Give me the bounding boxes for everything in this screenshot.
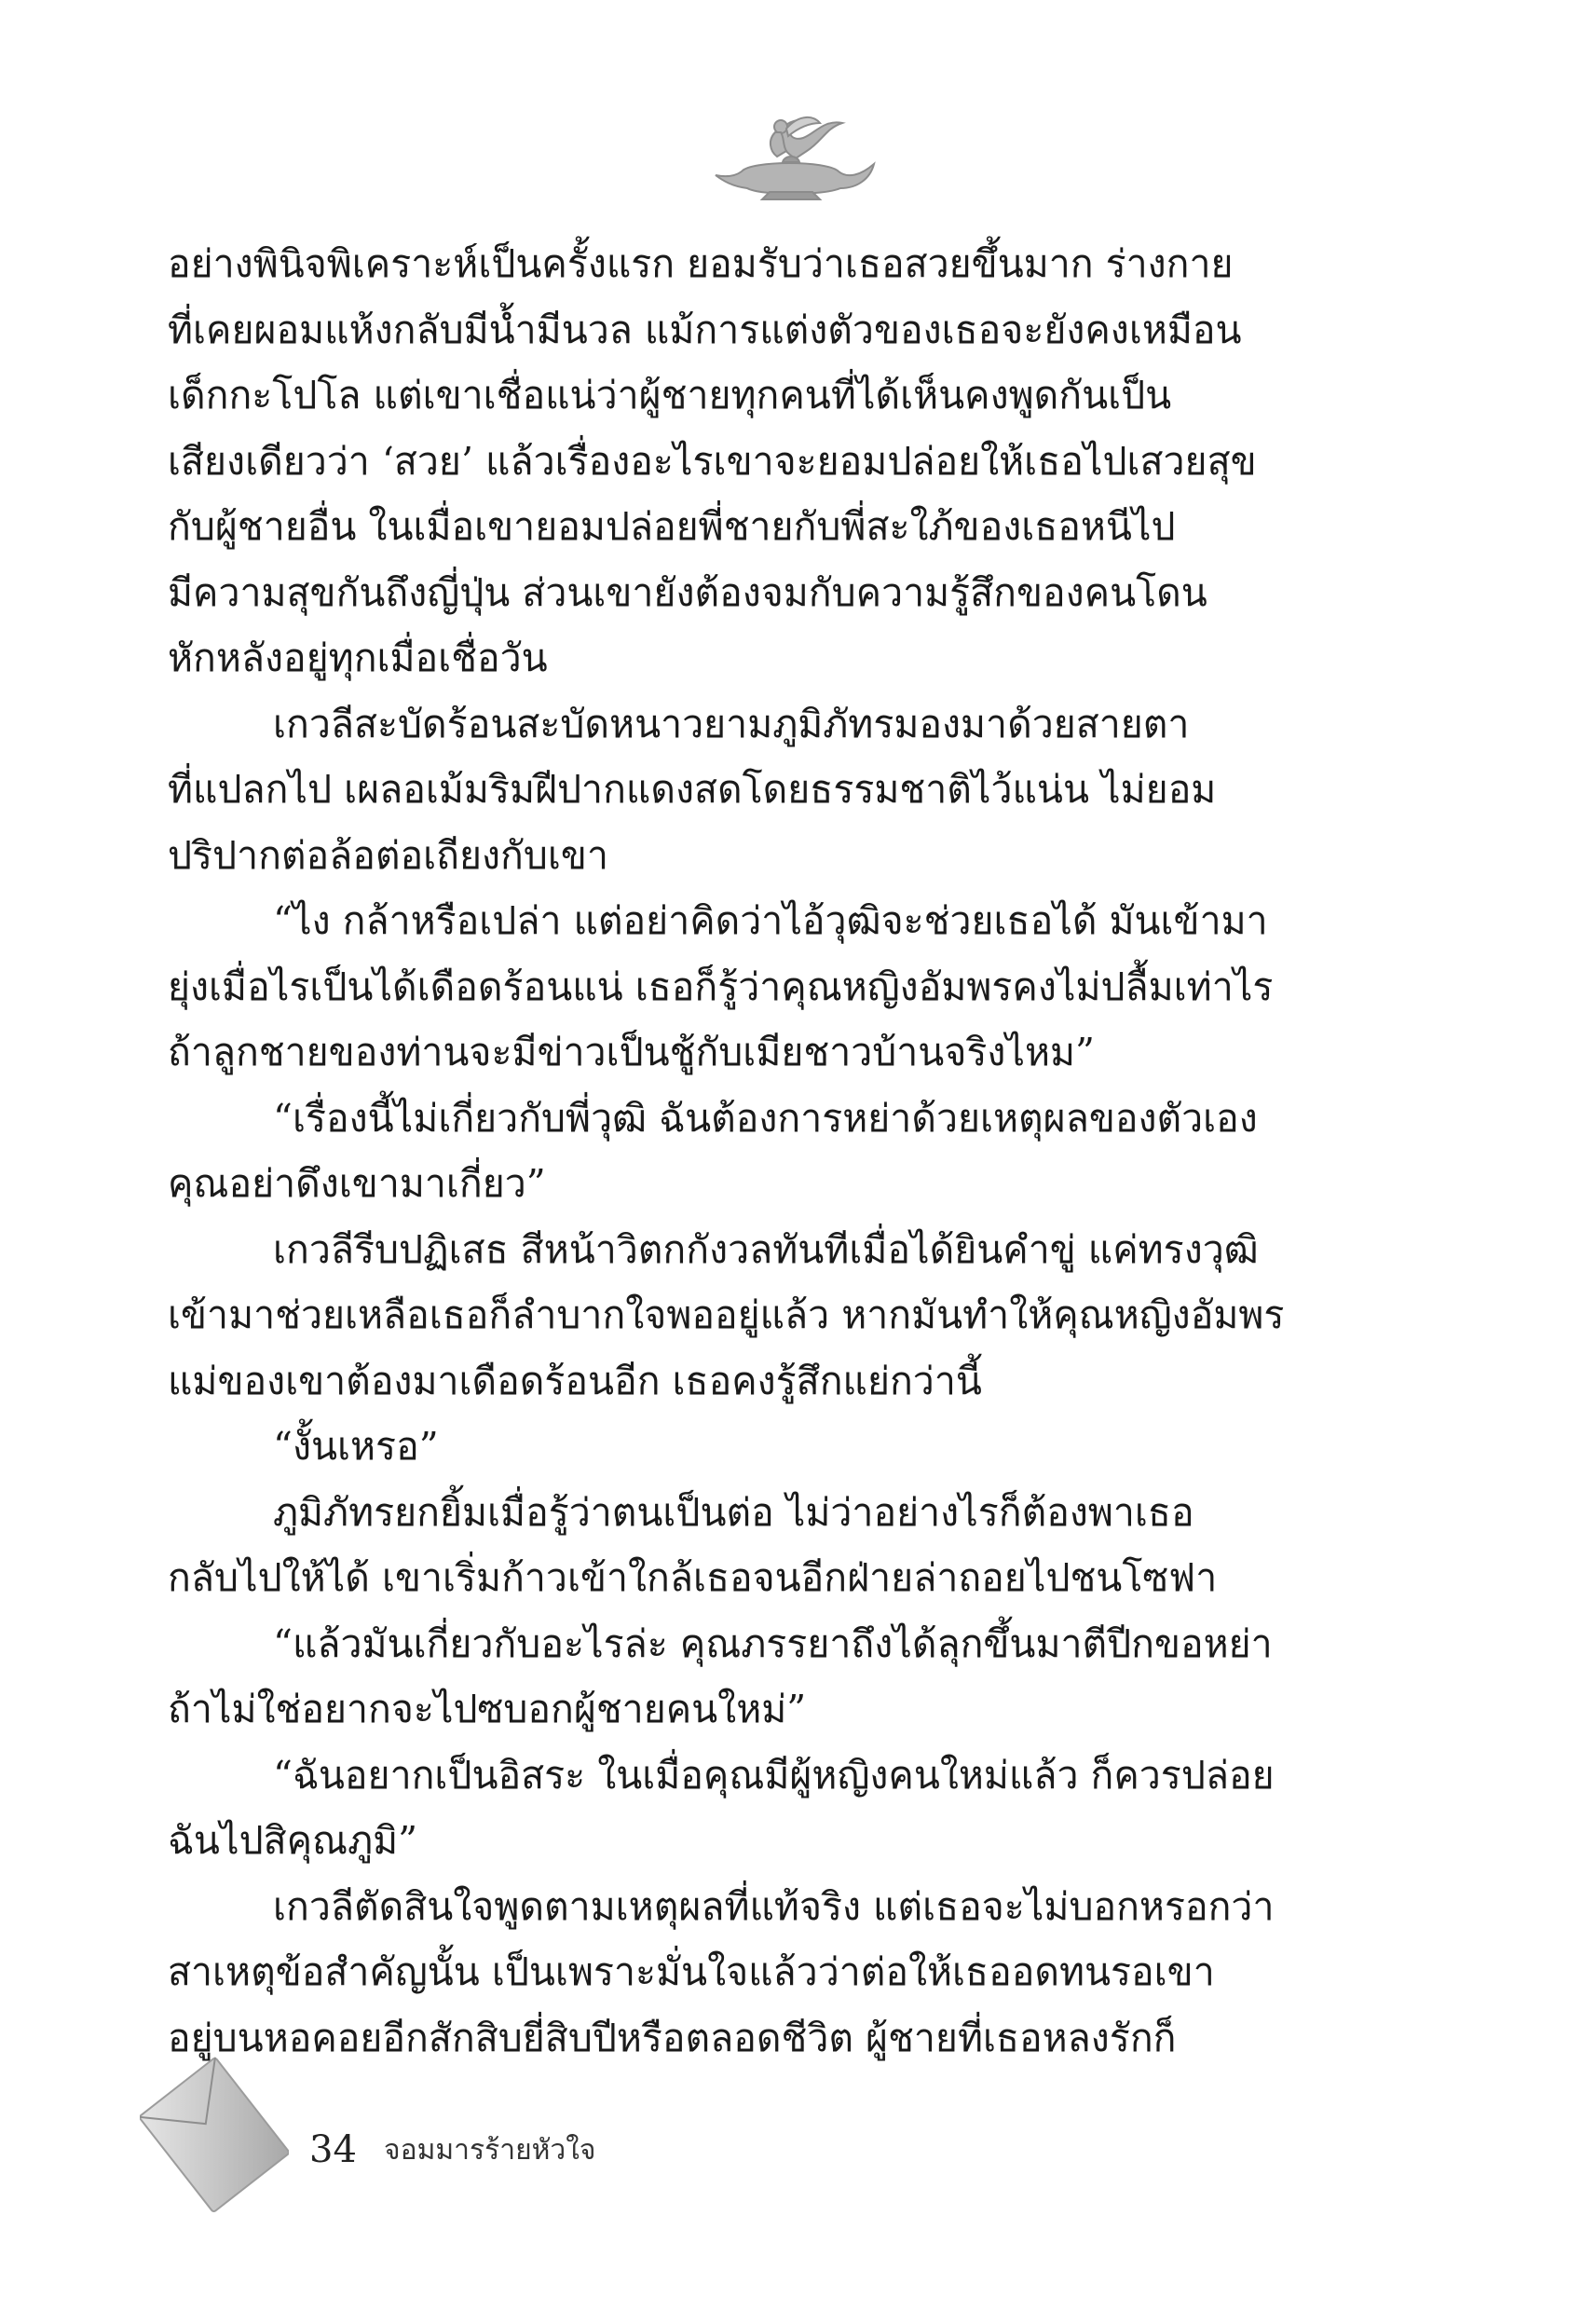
text-line: “แล้วมันเกี่ยวกับอะไรล่ะ คุณภรรยาถึงได้ลุกขึ้นมาตีปีกขอหย่า (273, 1620, 1273, 1666)
text-line: แม่ของเขาต้องมาเดือดร้อนอีก เธอคงรู้สึกแย่กว่านี้ (168, 1358, 982, 1403)
text-line: ปริปากต่อล้อต่อเถียงกับเขา (168, 832, 608, 878)
body-text (168, 231, 1421, 2071)
text-line: “เรื่องนี้ไม่เกี่ยวกับพี่วุฒิ ฉันต้องการหย่าด้วยเหตุผลของตัวเอง (273, 1095, 1258, 1141)
text-line: ฉันไปสิคุณภูมิ” (168, 1818, 418, 1863)
text-line: “งั้นเหรอ” (273, 1424, 439, 1469)
text-line: ยุ่งเมื่อไรเป็นได้เดือดร้อนแน่ เธอก็รู้ว่าคุณหญิงอัมพรคงไม่ปลื้มเท่าไร (168, 964, 1274, 1009)
text-line: มีความสุขกันถึงญี่ปุ่น ส่วนเขายังต้องจมกับความรู้สึกของคนโดน (168, 569, 1207, 615)
text-line: สาเหตุข้อสำคัญนั้น เป็นเพราะมั่นใจแล้วว่าต่อให้เธออดทนรอเขา (168, 1949, 1215, 1994)
text-line: “ฉันอยากเป็นอิสระ ในเมื่อคุณมีผู้หญิงคนใหม่แล้ว ก็ควรปล่อย (273, 1752, 1275, 1798)
text-line: “ไง กล้าหรือเปล่า แต่อย่าคิดว่าไอ้วุฒิจะช่วยเธอได้ มันเข้ามา (273, 898, 1268, 943)
text-line: กลับไปให้ได้ เขาเริ่มก้าวเข้าใกล้เธอจนอีกฝ่ายล่าถอยไปชนโซฟา (168, 1555, 1218, 1600)
text-line: ถ้าลูกชายของท่านจะมีข่าวเป็นชู้กับเมียชาวบ้านจริงไหม” (168, 1030, 1096, 1074)
page-number: 34 (309, 2128, 357, 2171)
text-line: เกวลีรีบปฏิเสธ สีหน้าวิตกกังวลทันทีเมื่อได้ยินคำขู่ แค่ทรงวุฒิ (273, 1226, 1259, 1272)
genie-lamp-icon (684, 110, 898, 203)
text-line: อย่างพินิจพิเคราะห์เป็นครั้งแรก ยอมรับว่าเธอสวยขึ้นมาก ร่างกาย (168, 241, 1234, 286)
text-line: ถ้าไม่ใช่อยากจะไปซบอกผู้ชายคนใหม่” (168, 1687, 807, 1731)
text-line: คุณอย่าดึงเขามาเกี่ยว” (168, 1161, 546, 1206)
text-line: อยู่บนหอคอยอีกสักสิบยี่สิบปีหรือตลอดชีวิต ผู้ชายที่เธอหลงรักก็ (168, 2015, 1177, 2060)
text-line: หักหลังอยู่ทุกเมื่อเชื่อวัน (168, 636, 548, 680)
text-line: เกวลีตัดสินใจพูดตามเหตุผลที่แท้จริง แต่เธอจะไม่บอกหรอกว่า (273, 1883, 1275, 1929)
text-line: กับผู้ชายอื่น ในเมื่อเขายอมปล่อยพี่ชายกับพี่สะใภ้ของเธอหนีไป (168, 504, 1176, 549)
text-line: ภูมิภัทรยกยิ้มเมื่อรู้ว่าตนเป็นต่อ ไม่ว่าอย่างไรก็ต้องพาเธอ (273, 1489, 1194, 1535)
text-line: ที่เคยผอมแห้งกลับมีน้ำมีนวล แม้การแต่งตัวของเธอจะยังคงเหมือน (168, 307, 1242, 352)
text-line: ที่แปลกไป เผลอเม้มริมฝีปากแดงสดโดยธรรมชาติไว้แน่น ไม่ยอม (168, 767, 1217, 812)
text-line: เด็กกะโปโล แต่เขาเชื่อแน่ว่าผู้ชายทุกคนที่ได้เห็นคงพูดกันเป็น (168, 373, 1172, 417)
text-line: เสียงเดียวว่า ‘สวย’ แล้วเรื่องอะไรเขาจะยอมปล่อยให้เธอไปเสวยสุข (168, 438, 1257, 484)
book-title: จอมมารร้ายหัวใจ (384, 2134, 596, 2167)
text-line: เข้ามาช่วยเหลือเธอก็ลำบากใจพออยู่แล้ว หากมันทำให้คุณหญิงอัมพร (168, 1292, 1285, 1337)
envelope-icon (140, 2046, 289, 2223)
text-line: เกวลีสะบัดร้อนสะบัดหนาวยามภูมิภัทรมองมาด้วยสายตา (273, 701, 1190, 746)
